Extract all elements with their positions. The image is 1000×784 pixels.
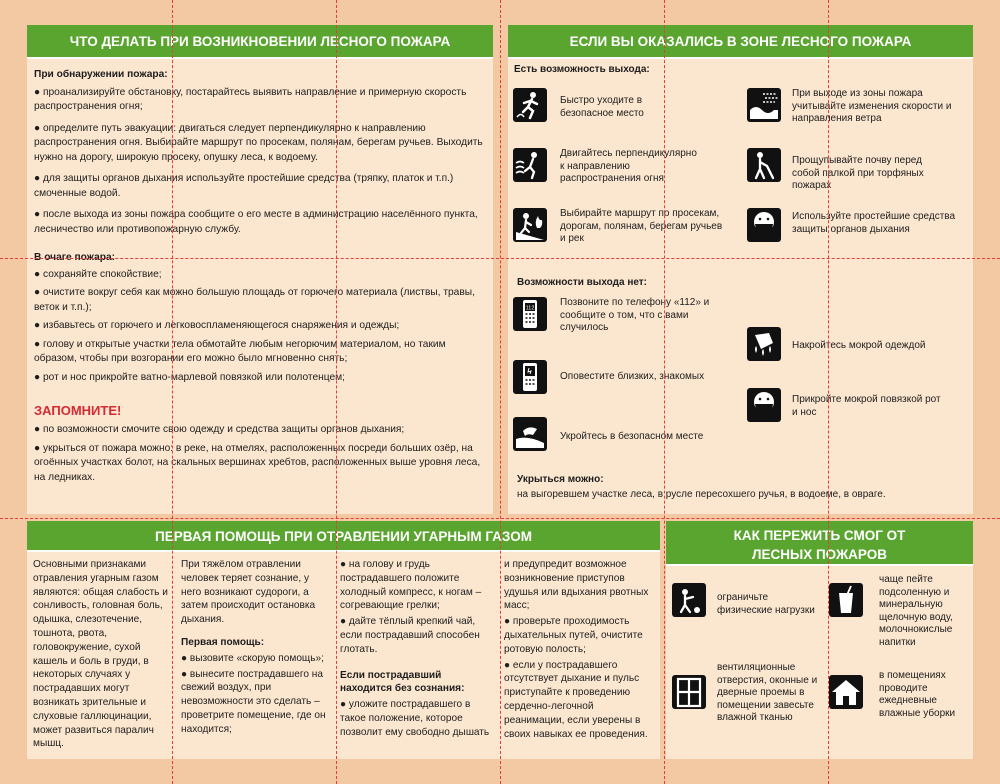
item-text: Прикройте мокрой повязкой рот и нос xyxy=(792,394,941,418)
route-fire-icon xyxy=(513,208,547,242)
list-item: ● избавьтесь от горючего и легковоспламеняющегося снаряжения и одежды; xyxy=(34,320,400,331)
list-item: ● определите путь эвакуации: двигаться следует перпендикулярно к направлению распространения огня. Выбирайте маршрут по просекам, полянам, берегам ручьев. Выходить нужно на дорогу, широкую просеку, опушку леса, к водоему. xyxy=(34,122,483,163)
panel-title: КАК ПЕРЕЖИТЬ СМОГ ОТ ЛЕСНЫХ ПОЖАРОВ xyxy=(666,521,973,566)
panel-title: ПЕРВАЯ ПОМОЩЬ ПРИ ОТРАВЛЕНИИ УГАРНЫМ ГАЗОМ xyxy=(27,521,660,552)
column-4 xyxy=(504,558,654,743)
running-person-icon xyxy=(513,88,547,122)
list-item: ● уложите пострадавшего в такое положение, которое позволит ему свободно дышать xyxy=(340,699,490,738)
hide-text: на выгоревшем участке леса, в русле пересохшего ручья, в водоеме, в овраге. xyxy=(517,489,886,500)
item-text: Используйте простейшие средства защиты органов дыхания xyxy=(792,211,956,235)
item-text: При выходе из зоны пожара учитывайте изменения скорости и направления ветра xyxy=(792,88,952,124)
list-item: ● рот и нос прикройте ватно-марлевой повязкой или полотенцем; xyxy=(34,371,346,383)
wind-direction-icon xyxy=(747,88,781,122)
col-heading: Если пострадавший находится без сознания: xyxy=(340,669,465,695)
item-text: Накройтесь мокрой одеждой xyxy=(792,340,926,351)
section-heading: В очаге пожара: xyxy=(34,252,116,263)
section-heading: Есть возможность выхода: xyxy=(514,64,650,75)
column-2 xyxy=(181,558,327,739)
wet-clothes-icon xyxy=(747,327,781,361)
list-item: ● вызовите «скорую помощь»; xyxy=(181,652,324,664)
item-text: Укройтесь в безопасном месте xyxy=(560,431,704,442)
list-item: ● очистите вокруг себя как можно большую площадь от горючего материала (листвы, травы, веток и т.п.); xyxy=(34,287,475,313)
phone-112-icon xyxy=(513,297,547,331)
no-exercise-icon xyxy=(672,583,706,617)
item-text: Оповестите близких, знакомых xyxy=(560,371,705,382)
column-1 xyxy=(33,558,174,753)
section-heading: При обнаружении пожара: xyxy=(34,69,168,80)
item-text: Прощупывайте почву перед собой палкой при торфяных пожарах xyxy=(792,155,924,191)
item-text: Быстро уходите в безопасное место xyxy=(560,95,644,119)
panel-smog xyxy=(666,521,973,759)
list-item: ● проанализируйте обстановку, постарайтесь выявить направление и примерную скорость распространения огня; xyxy=(34,86,467,112)
list-item: ● проверьте проходимость дыхательных путей, очистите ротовую полость; xyxy=(504,616,643,655)
mobile-phone-icon xyxy=(513,360,547,394)
col-heading: Первая помощь: xyxy=(181,636,265,648)
drink-glass-icon xyxy=(829,583,863,617)
list-item: ● голову и открытые участки тела обмотайте любым негорючим материалом, но таким образом, чтобы при возгорании его можно было мгновенно снять; xyxy=(34,338,446,364)
list-item: ● дайте тёплый крепкий чай, если пострадавший способен глотать. xyxy=(340,616,480,655)
item-text: в помещениях проводите ежедневные влажные уборки xyxy=(879,670,956,719)
panel-title: ЕСЛИ ВЫ ОКАЗАЛИСЬ В ЗОНЕ ЛЕСНОГО ПОЖАРА xyxy=(508,25,973,59)
list-item: ● сохраняйте спокойствие; xyxy=(34,268,162,280)
list-item: ● укрыться от пожара можно: в реке, на отмелях, расположенных посреди больших озёр, на огоённых участках болот, на скальных вершинах хребтов, расположенных выше уровня леса, на ледниках. xyxy=(34,442,481,483)
list-item: ● если у пострадавшего отсутствует дыхание и пульс приступайте к проведению сердечно-легочной реанимации, если уверены в своих навыках ее проведения. xyxy=(504,659,648,740)
item-text: чаще пейте подсоленную и минеральную щелочную воду, молочнокислые напитки xyxy=(879,574,953,648)
door-window-icon xyxy=(672,675,706,709)
list-item: ● по возможности смочите свою одежду и средства защиты органов дыхания; xyxy=(34,424,405,435)
col-text: При тяжёлом отравлении человек теряет сознание, у него возникают судороги, а затем происходит остановка дыхания. xyxy=(181,559,316,626)
list-item: ● на голову и грудь пострадавшего положите холодный компресс, к ногам – согревающие грелки; xyxy=(340,559,482,612)
person-flames-icon xyxy=(513,148,547,182)
panel-first-aid xyxy=(27,521,660,759)
probe-soil-icon xyxy=(747,148,781,182)
panel-title: ЧТО ДЕЛАТЬ ПРИ ВОЗНИКНОВЕНИИ ЛЕСНОГО ПОЖАРА xyxy=(27,25,493,59)
list-item: ● вынесите пострадавшего на свежий воздух, при невозможности это сделать – проветрите помещение, где он находится; xyxy=(181,668,326,735)
column-3 xyxy=(340,558,490,742)
col-text: и предупредит возможное возникновение приступов удушья или вдыхания рвотных масс; xyxy=(504,559,649,612)
shelter-icon xyxy=(513,417,547,451)
panel-forest-fire-actions xyxy=(27,25,493,514)
svg-text:112: 112 xyxy=(525,305,535,312)
item-text: Двигайтесь перпендикулярно к направлению распространения огня xyxy=(560,148,697,184)
section-heading: Возможности выхода нет: xyxy=(517,277,648,288)
col-text: Основными признаками отравления угарным газом являются: общая слабость и сонливость, головная боль, одышка, слезотечение, тошнота, рвота, головокружение, сухой кашель и боль в груди, в некоторых случаях у пострадавших могут возникать зрительные и слуховые галлюцинации, может развиться паралич мышц. xyxy=(33,559,168,750)
list-item: ● после выхода из зоны пожара сообщите о его месте в администрацию населённого пункта, лесничество или противопожарную службу. xyxy=(34,209,478,235)
remember-heading: ЗАПОМНИТЕ! xyxy=(34,403,122,418)
item-text: Позвоните по телефону «112» и сообщите о том, что с вами случилось xyxy=(560,297,710,333)
face-mask-icon xyxy=(747,208,781,242)
list-item: ● для защиты органов дыхания используйте простейшие средства (тряпку, платок и т.п.) смоченные водой. xyxy=(34,173,454,199)
item-text: Выбирайте маршрут по просекам, дорогам, полянам, берегам ручьев и рек xyxy=(560,208,723,244)
item-text: ограничьте физические нагрузки xyxy=(717,592,815,616)
house-icon xyxy=(829,675,863,709)
guide-line xyxy=(0,518,1000,519)
item-text: вентиляционные отверстия, оконные и дверные проемы в помещении завесьте влажной тканью xyxy=(717,662,818,723)
wet-mask-icon xyxy=(747,388,781,422)
panel-in-fire-zone xyxy=(508,25,973,514)
section-heading: Укрыться можно: xyxy=(517,474,604,485)
